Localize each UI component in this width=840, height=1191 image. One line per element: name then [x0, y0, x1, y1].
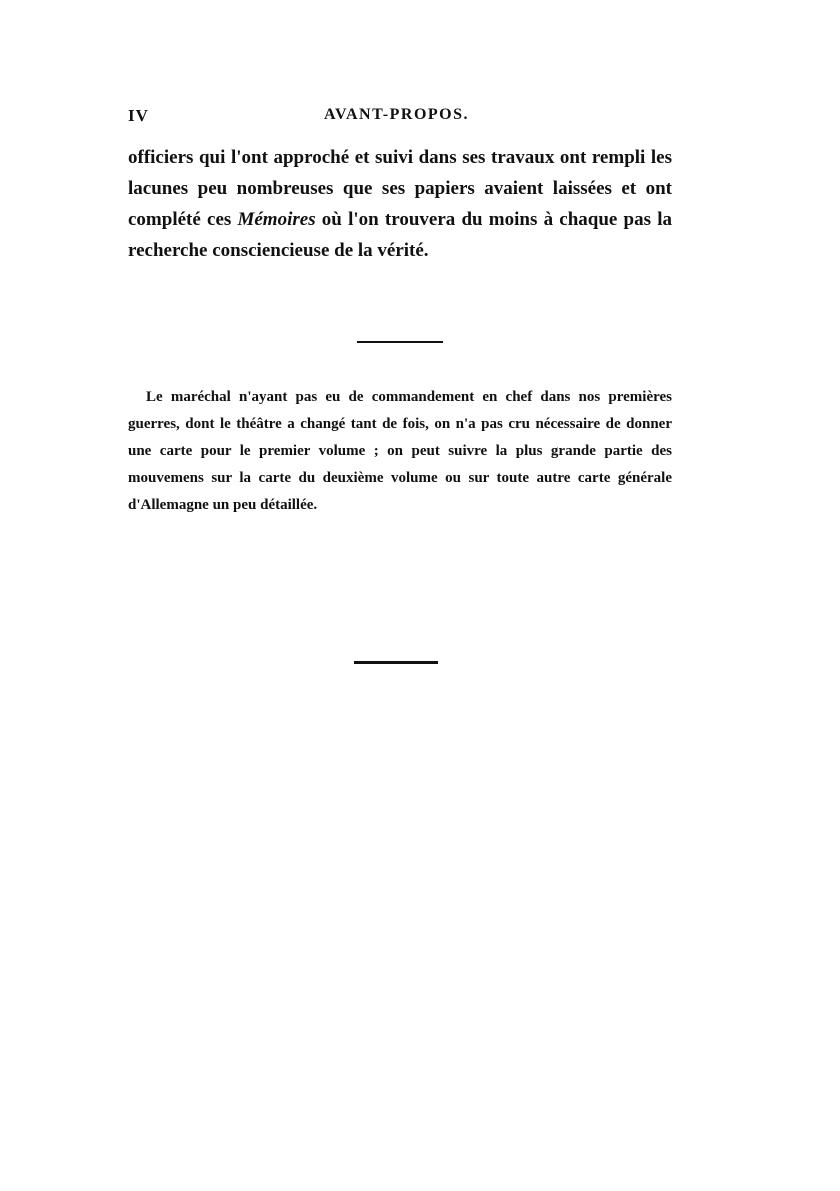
end-separator-rule — [354, 661, 438, 664]
main-text-after-italic: où l'on trouvera du moins à chaque pas la recherche consciencieuse de la vérité. — [128, 209, 672, 261]
running-title: AVANT-PROPOS. — [324, 106, 470, 123]
main-paragraph — [128, 142, 672, 266]
page-header — [128, 106, 672, 130]
main-text-italic-title: Mémoires — [237, 209, 316, 230]
separator-rule — [357, 341, 443, 343]
page-number: IV — [128, 106, 149, 125]
note-paragraph: Le maréchal n'ayant pas eu de commandement en chef dans nos premières guerres, dont le théâtre a changé tant de fois, on n'a pas cru nécessaire de donner une carte pour le premier volume ; on peut suivre la plus grande partie des mouvemens sur la carte du deuxième volume ou sur toute autre carte générale d'Allemagne un peu détaillée. — [128, 389, 672, 513]
main-text-before-italic: officiers qui l'ont approché et suivi dans ses travaux ont rempli les lacunes peu nombreuses que ses papiers avaient laissées et ont complété ces — [128, 147, 672, 230]
